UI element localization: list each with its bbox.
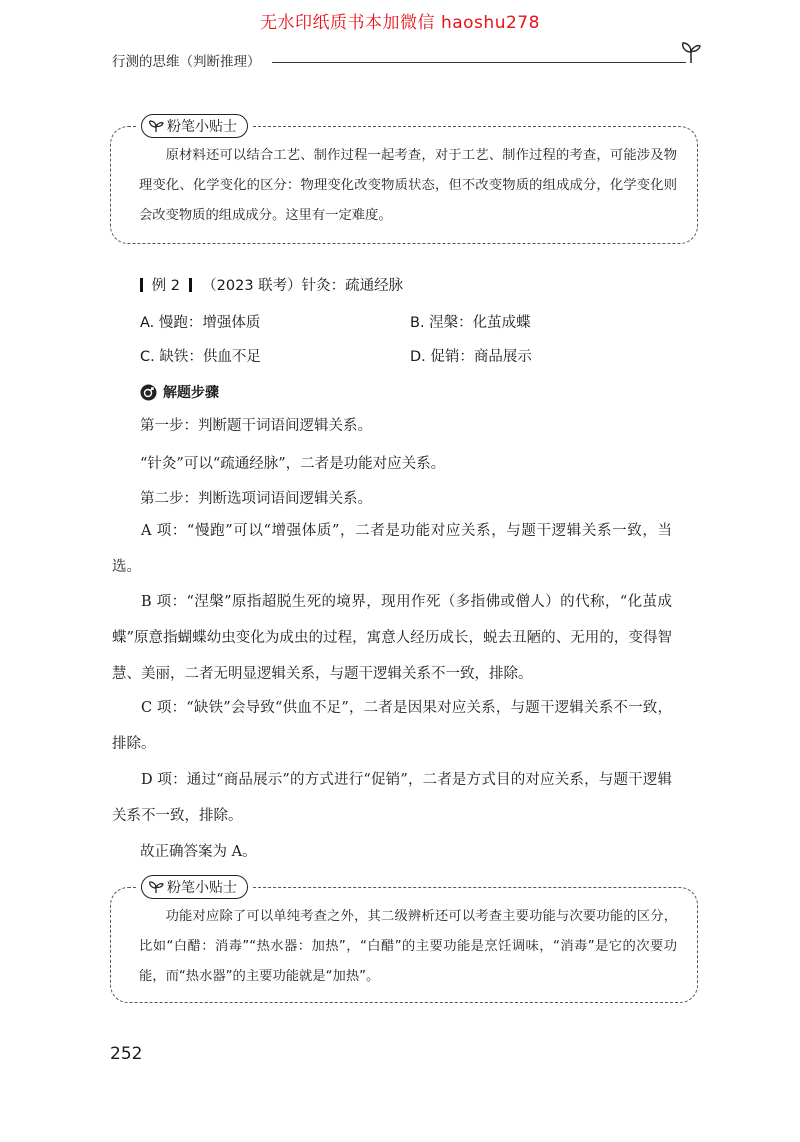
tip-box-2 [110, 880, 698, 1003]
option-d: D. 促销：商品展示 [410, 349, 532, 365]
option-c: C. 缺铁：供血不足 [140, 349, 261, 365]
option-b: B. 涅槃：化茧成蝶 [410, 315, 531, 331]
header-rule [272, 62, 686, 63]
analysis-b: B 项：“涅槃”原指超脱生死的境界，现用作死（多指佛或僧人）的代称，“化茧成蝶”原意指蝴蝶幼虫变化为成虫的过程，寓意人经历成长，蜕去丑陋的、无用的，变得智慧、美丽，二者无明显逻辑关系，与题干逻辑关系不一致，排除。 [112, 594, 672, 682]
running-header [112, 50, 702, 76]
analysis-a: A 项：“慢跑”可以“增强体质”，二者是功能对应关系，与题干逻辑关系一致，当选。 [112, 523, 672, 575]
solution-heading-text: 解题步骤 [163, 385, 219, 401]
sprout-icon [148, 119, 164, 133]
sprout-icon [148, 880, 164, 894]
tip-label-text: 粉笔小贴士 [167, 880, 237, 896]
tip-box-1 [110, 119, 698, 244]
example-stem: （2023 联考）针灸：疏通经脉 [202, 278, 404, 294]
tag-bar-left [140, 278, 143, 292]
step-1-detail: “针灸”可以“疏通经脉”，二者是功能对应关系。 [140, 456, 446, 472]
tip-label-text: 粉笔小贴士 [167, 119, 237, 135]
step-2: 第二步：判断选项词语间逻辑关系。 [140, 491, 372, 507]
option-a: A. 慢跑：增强体质 [140, 315, 261, 331]
tip-label-2 [137, 875, 252, 899]
header-title: 行测的思维（判断推理） [112, 50, 267, 70]
tip-label-1 [137, 114, 252, 138]
example-question [140, 274, 403, 295]
watermark-text: 无水印纸质书本加微信 haoshu278 [260, 13, 540, 33]
answer-line: 故正确答案为 A。 [140, 844, 257, 860]
tip-text-2: 功能对应除了可以单纯考查之外，其二级辨析还可以考查主要功能与次要功能的区分，比如“白醋：消毒”“热水器：加热”，“白醋”的主要功能是烹饪调味，“消毒”是它的次要功能，而“热水器”的主要功能就是“加热”。 [139, 909, 677, 984]
steps-icon [140, 384, 157, 401]
analysis-c: C 项：“缺铁”会导致“供血不足”，二者是因果对应关系，与题干逻辑关系不一致，排除。 [112, 700, 672, 752]
sprout-icon [680, 40, 702, 64]
tip-text-1: 原材料还可以结合工艺、制作过程一起考查，对于工艺、制作过程的考查，可能涉及物理变化、化学变化的区分：物理变化改变物质状态，但不改变物质的组成成分，化学变化则会改变物质的组成成分。这里有一定难度。 [139, 148, 677, 223]
step-1: 第一步：判断题干词语间逻辑关系。 [140, 418, 372, 434]
tag-bar-right [189, 278, 192, 292]
analysis-d: D 项：通过“商品展示”的方式进行“促销”，二者是方式目的对应关系，与题干逻辑关系不一致，排除。 [112, 772, 672, 824]
solution-heading [140, 382, 219, 402]
example-tag: 例 2 [151, 278, 180, 294]
page-number: 252 [110, 1044, 143, 1064]
